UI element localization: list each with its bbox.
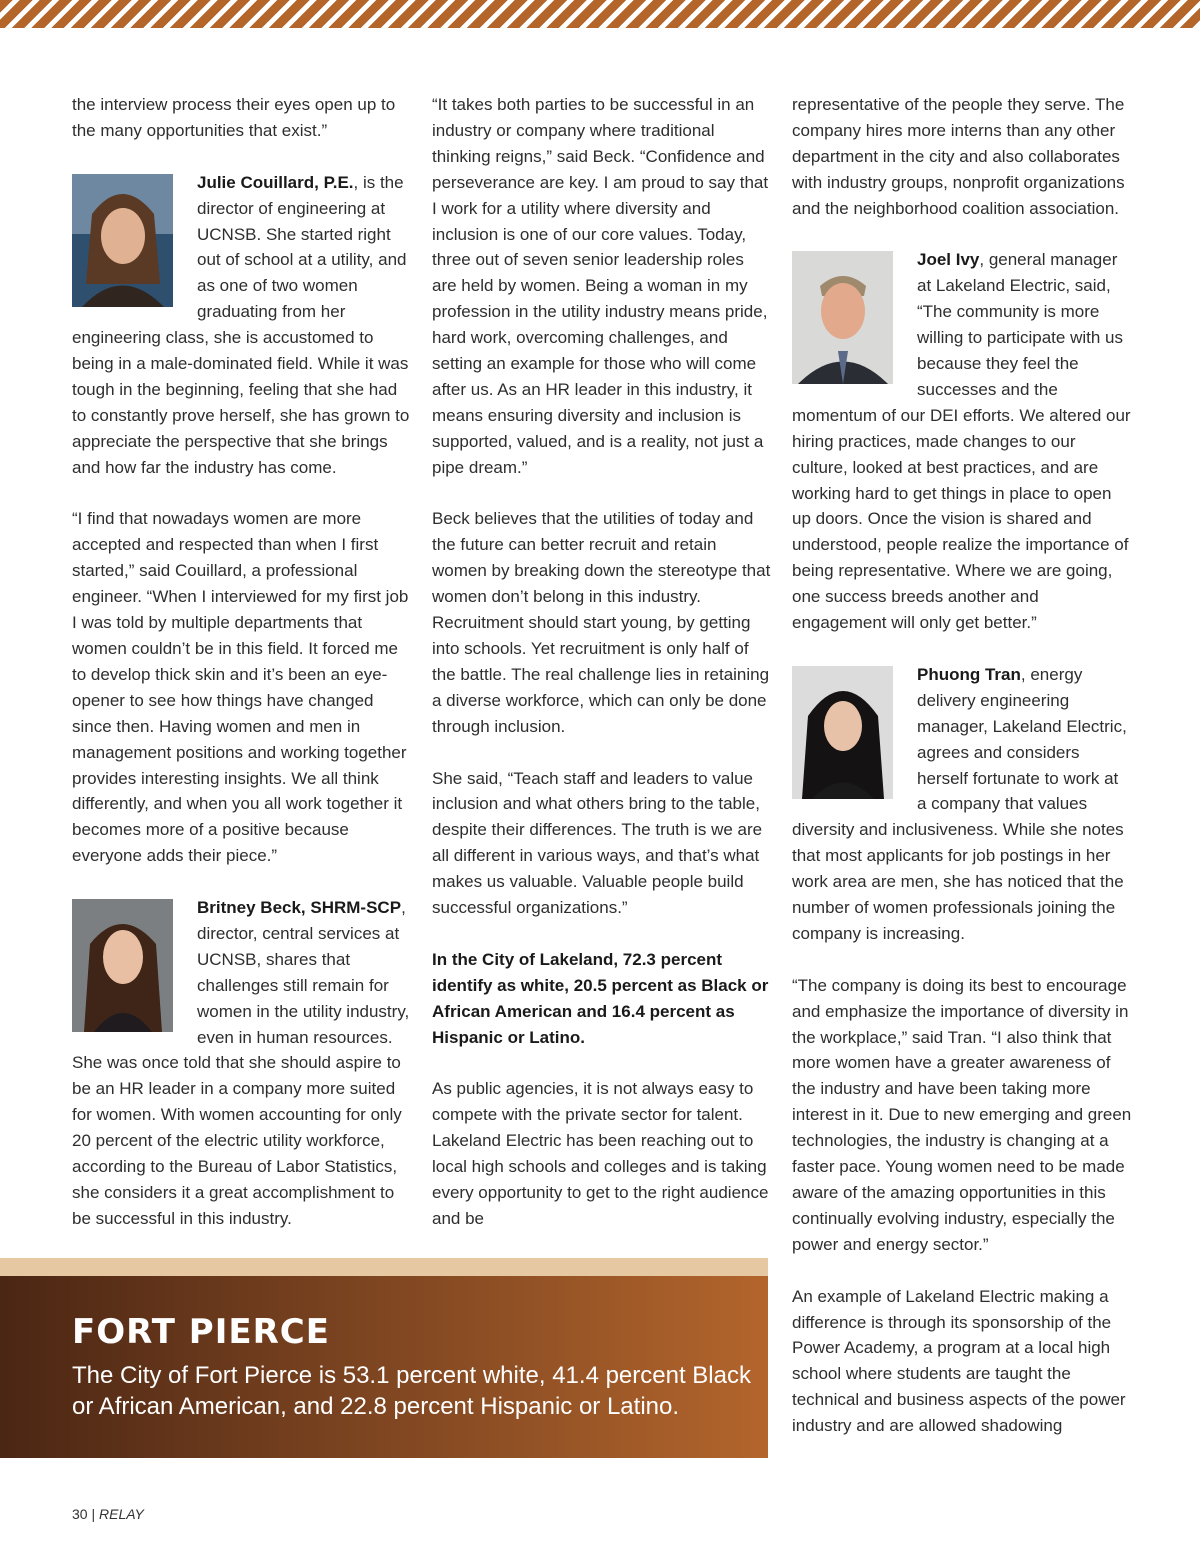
quote-paragraph: “I find that nowadays women are more accepted and respected than when I first started,” said Couillard, a professional engineer. “When I interviewed for my first job I was told by multiple departments that women couldn’t be in this field. It forced me to develop thick skin and it’s been an eye-opener to see how things have changed since then. Having women and men in management positions and working together provides interesting insights. We all think differently, and when you all work together it becomes more of a positive because everyone adds their piece.” <box>72 509 409 866</box>
paragraph: Beck believes that the utilities of today and the future can better recruit and retain women by breaking down the stereotype that women don’t belong in this industry. Recruitment should start young, by getting into schools. Yet recruitment is only half of the battle. The real challenge lies in retaining a diverse workforce, which can only be done through inclusion. <box>432 509 771 736</box>
paragraph: An example of Lakeland Electric making a difference is through its sponsorship of the Power Academy, a program at a local high school where students are taught the technical and business aspects of the power industry and are allowed shadowing <box>792 1286 1126 1436</box>
profile-text: Britney Beck, SHRM-SCP, director, central services at UCNSB, shares that challenges still remain for women in the utility industry, even in human resources. She was once told that she should aspire to be an HR leader in a company more suited for women. With women accounting for only 20 percent of the electric utility workforce, according to the Bureau of Labor Statistics, she considers it a great accomplishment to be successful in this industry. <box>72 898 410 1228</box>
quote-paragraph: “The company is doing its best to encourage and emphasize the importance of diversity in the workplace,” said Tran. “I also think that more women have a greater awareness of the industry and have been taking more interest in it. Due to new emerging and green technologies, the industry is changing at a faster pace. Young women need to be made aware of the amazing opportunities in this continually evolving industry, especially the power and energy sector.” <box>792 975 1132 1254</box>
callout-title: FORT PIERCE <box>72 1312 330 1352</box>
paragraph: “It takes both parties to be successful in an industry or company where traditional thinking reigns,” said Beck. “Confidence and perseverance are key. I am proud to say that I work for a utility where diversity and inclusion is one of our core values. Today, three out of seven senior leadership roles are held by women. Being a woman in my profession in the utility industry means pride, hard work, overcoming challenges, and setting an example for those who will come after us. As an HR leader in this industry, it means ensuring diversity and inclusion is supported, valued, and is a reality, not just a pipe dream.” <box>432 95 769 477</box>
column-3 <box>792 92 1132 1465</box>
paragraph: representative of the people they serve. The company hires more interns than any other department in the city and also collaborates with industry groups, nonprofit organizations and the neighborhood coalition association. <box>792 95 1125 218</box>
portrait-photo-britney <box>72 899 173 1032</box>
profile-text: Phuong Tran, energy delivery engineering manager, Lakeland Electric, agrees and considers herself fortunate to work at a company that values diversity and inclusiveness. While she notes that most applicants for job postings in her work area are men, she has noticed that the number of women professionals joining the company is increasing. <box>792 664 1127 943</box>
profile-julie <box>72 170 412 481</box>
person-name: Phuong Tran <box>917 664 1021 684</box>
paragraph: As public agencies, it is not always easy to compete with the private sector for talent. Lakeland Electric has been reaching out to local high schools and colleges and is taking every opportunity to get to the right audience and be <box>432 1079 769 1228</box>
column-1 <box>72 92 412 1258</box>
profile-phuong <box>792 662 1132 947</box>
column-2 <box>432 92 772 1258</box>
portrait-photo-julie <box>72 174 173 307</box>
footer-separator: | <box>91 1506 96 1522</box>
statistic-highlight: In the City of Lakeland, 72.3 percent identify as white, 20.5 percent as Black or African American and 16.4 percent as Hispanic or Latino. <box>432 949 769 1047</box>
page-footer <box>72 1506 144 1522</box>
profile-britney <box>72 895 412 1232</box>
person-name: Julie Couillard, P.E. <box>197 172 354 192</box>
callout-band <box>0 1258 768 1276</box>
person-name: Britney Beck, SHRM-SCP <box>197 898 402 918</box>
header-stripe <box>0 0 1200 28</box>
profile-text: Julie Couillard, P.E., is the director of engineering at UCNSB. She started right out of school at a utility, and as one of two women graduating from her engineering class, she is accustomed to being in a male-dominated field. While it was tough in the beginning, feeling that she had to constantly prove herself, she has grown to appreciate the perspective that she brings and how far the industry has come. <box>72 172 410 477</box>
profile-joel <box>792 247 1132 636</box>
portrait-photo-joel <box>792 251 893 384</box>
paragraph: the interview process their eyes open up to the many opportunities that exist.” <box>72 95 396 140</box>
page-number: 30 <box>72 1506 88 1522</box>
profile-text: Joel Ivy, general manager at Lakeland Electric, said, “The community is more willing to participate with us because they feel the successes and the momentum of our DEI efforts. We altered our hiring practices, made changes to our culture, looked at best practices, and are working hard to get things in place to open up doors. Once the vision is shared and understood, people realize the importance of being representative. Where we are going, one success breeds another and engagement will only get better.” <box>792 250 1131 633</box>
callout-text: The City of Fort Pierce is 53.1 percent white, 41.4 percent Black or African American, and 22.8 percent Hispanic or Latino. <box>72 1362 751 1420</box>
fort-pierce-callout <box>0 1276 768 1458</box>
portrait-photo-phuong <box>792 666 893 799</box>
person-name: Joel Ivy <box>917 250 980 270</box>
publication-name: RELAY <box>99 1506 144 1522</box>
paragraph: She said, “Teach staff and leaders to value inclusion and what others bring to the table, despite their differences. The truth is we are all different in various ways, and that’s what makes us valuable. Valuable people build successful organizations.” <box>432 768 763 918</box>
